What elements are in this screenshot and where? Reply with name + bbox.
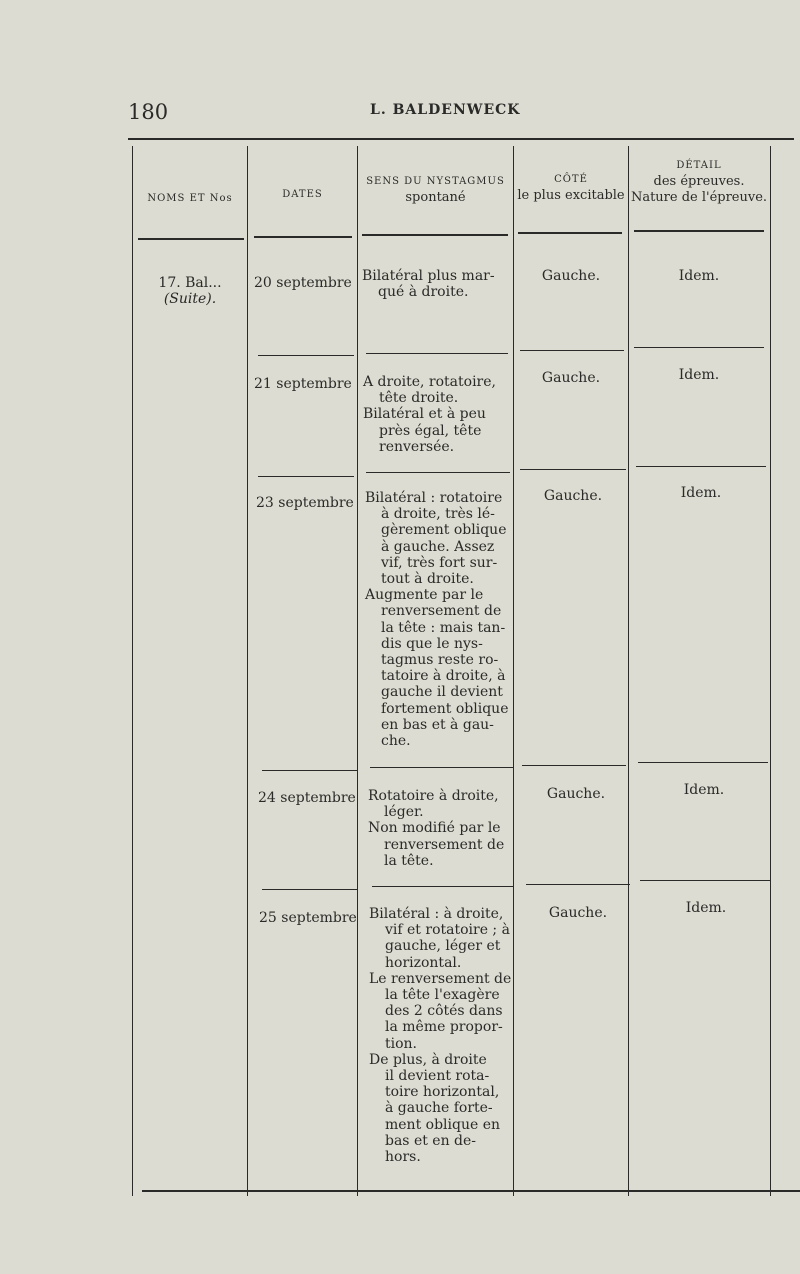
row-cote: Gauche.: [541, 370, 601, 386]
row-date: 25 septembre: [259, 910, 357, 926]
sens-line: De plus, à droite: [369, 1051, 487, 1068]
row-separator: [520, 350, 624, 351]
sens-line: tion.: [385, 1035, 417, 1052]
sens-line: des 2 côtés dans: [385, 1003, 503, 1020]
sens-line: horizontal.: [385, 954, 462, 971]
row-separator: [258, 355, 354, 356]
row-separator: [638, 762, 768, 763]
row-cote: Gauche.: [546, 786, 606, 802]
row-separator: [634, 347, 764, 348]
header-sens-line1: SENS DU NYSTAGMUS: [366, 176, 505, 187]
sens-line: léger.: [384, 804, 424, 821]
row-separator: [526, 884, 630, 885]
sens-line: Bilatéral : rotatoire: [365, 490, 503, 506]
row-cote: Gauche.: [541, 268, 601, 284]
header-dates: [249, 186, 356, 203]
row-detail: Idem.: [683, 782, 725, 798]
row-sens: [368, 788, 515, 869]
sens-line: la tête.: [384, 852, 434, 869]
sens-line: gauche il devient: [381, 684, 503, 701]
table-bottom-rule: [142, 1190, 800, 1192]
header-names: [134, 190, 246, 207]
row-cote: Gauche.: [543, 488, 603, 504]
header-underline: [634, 230, 764, 232]
sens-line: Bilatéral et à peu: [363, 406, 486, 423]
sens-line: la même propor-: [385, 1019, 503, 1036]
sens-line: tout à droite.: [381, 571, 474, 588]
row-sens: [365, 490, 512, 749]
row-detail: Idem.: [680, 485, 722, 501]
sens-line: il devient rota-: [385, 1068, 490, 1085]
row-separator: [636, 466, 766, 467]
header-cote-line2: le plus excitable: [517, 188, 625, 203]
col-divider-sens: [357, 146, 358, 1196]
sens-line: tagmus reste ro-: [381, 652, 499, 669]
row-separator: [640, 880, 770, 881]
row-sens: [362, 268, 508, 300]
running-title: L. BALDENWECK: [370, 102, 521, 118]
header-detail-line3: Nature de l'épreuve.: [630, 190, 768, 205]
sens-line: Rotatoire à droite,: [368, 788, 499, 804]
sens-line: vif, très fort sur-: [381, 554, 498, 571]
sens-line: qué à droite.: [378, 284, 469, 301]
sens-line: vif et rotatoire ; à: [385, 922, 510, 939]
sens-line: Bilatéral : à droite,: [369, 906, 504, 922]
patient-name: [134, 275, 246, 307]
col-divider-dates: [247, 146, 248, 1196]
header-underline: [254, 236, 352, 238]
table-left-border: [132, 146, 133, 1196]
row-detail: Idem.: [685, 900, 727, 916]
table-top-rule: [128, 138, 794, 140]
row-sens: [369, 906, 517, 1165]
row-cote: Gauche.: [548, 905, 608, 921]
sens-line: A droite, rotatoire,: [363, 374, 496, 390]
row-sens: [363, 374, 510, 455]
header-detail-line2: des épreuves.: [653, 174, 745, 189]
sens-line: Augmente par le: [365, 587, 484, 604]
header-underline: [518, 232, 622, 234]
header-detail-line1: DÉTAIL: [676, 160, 722, 171]
sens-line: gauche, léger et: [385, 938, 501, 955]
sens-line: la tête l'exagère: [385, 987, 500, 1004]
row-separator: [522, 765, 626, 766]
header-cote: [513, 172, 629, 204]
sens-line: la tête : mais tan-: [381, 619, 506, 636]
sens-line: ment oblique en: [385, 1116, 501, 1133]
sens-line: renversée.: [379, 438, 455, 455]
row-separator: [370, 767, 514, 768]
row-detail: Idem.: [678, 367, 720, 383]
sens-line: dis que le nys-: [381, 635, 483, 652]
header-cote-line1: CÔTÉ: [554, 174, 588, 185]
row-separator: [258, 476, 354, 477]
row-detail: Idem.: [678, 268, 720, 284]
row-separator: [366, 353, 508, 354]
sens-line: toire horizontal,: [385, 1084, 500, 1101]
header-detail: [629, 158, 769, 206]
header-underline: [138, 238, 244, 240]
row-separator: [262, 889, 358, 890]
sens-line: près égal, tête: [379, 422, 482, 439]
header-sens-line2: spontané: [405, 190, 466, 205]
sens-line: renversement de: [381, 603, 502, 620]
header-names-label: NOMS ET Nos: [147, 193, 233, 204]
row-separator: [372, 886, 514, 887]
sens-line: à gauche forte-: [385, 1100, 493, 1117]
sens-line: hors.: [385, 1149, 421, 1166]
sens-line: che.: [381, 733, 411, 750]
row-separator: [520, 469, 626, 470]
row-separator: [262, 770, 358, 771]
sens-line: à gauche. Assez: [381, 538, 495, 555]
sens-line: Le renversement de: [369, 970, 512, 987]
sens-line: gèrement oblique: [381, 522, 507, 539]
row-date: 23 septembre: [256, 495, 354, 511]
sens-line: Non modifié par le: [368, 820, 501, 837]
table-right-border: [770, 146, 771, 1196]
sens-line: à droite, très lé-: [381, 506, 495, 523]
header-underline: [362, 234, 508, 236]
header-dates-label: DATES: [282, 189, 323, 200]
patient-suite-text: (Suite).: [163, 291, 217, 308]
row-date: 24 septembre: [258, 790, 356, 806]
row-date: 20 septembre: [254, 275, 352, 291]
row-date: 21 septembre: [254, 376, 352, 392]
sens-line: tête droite.: [379, 390, 459, 407]
sens-line: Bilatéral plus mar-: [362, 268, 495, 284]
patient-name-text: 17. Bal...: [158, 275, 222, 291]
header-sens: [359, 174, 512, 206]
row-separator: [366, 472, 510, 473]
sens-line: tatoire à droite, à: [381, 668, 506, 685]
sens-line: fortement oblique: [381, 700, 509, 717]
sens-line: renversement de: [384, 836, 505, 853]
sens-line: bas et en de-: [385, 1132, 477, 1149]
page-number: 180: [128, 100, 169, 124]
sens-line: en bas et à gau-: [381, 716, 494, 733]
col-divider-detail: [628, 146, 629, 1196]
